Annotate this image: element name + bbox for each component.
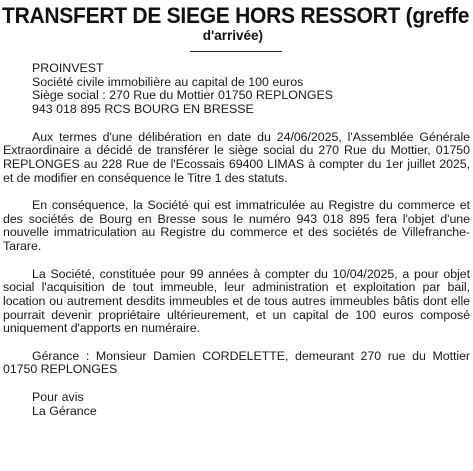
notice-title: TRANSFERT DE SIEGE HORS RESSORT (greffe <box>2 3 470 28</box>
company-identity <box>3 62 470 117</box>
title-divider <box>190 51 282 52</box>
paragraph-registration: En conséquence, la Société qui est immatriculée au Registre du commerce et des sociétés de Bourg en Bresse sous le numéro 943 018 895 fera l'objet d'une nouvelle immatriculation au Registre du commerce et des sociétés de Villefranche-Tarare. <box>3 198 470 254</box>
company-rcs: 943 018 895 RCS BOURG EN BRESSE <box>32 102 254 117</box>
notice-subtitle: d'arrivée) <box>202 28 263 43</box>
company-seat: Siège social : 270 Rue du Mottier 01750 REPLONGES <box>32 88 333 103</box>
paragraph-company-purpose: La Société, constituée pour 99 années à compter du 10/04/2025, a pour objet social l'acquisition de tout immeuble, leur administration et exploitation par bail, location ou autrement desdits immeubles et de tous autres immeubles bâtis dont elle pourrait devenir propriétaire ultérieurement, et un capital de 100 euros composé uniquement d'apports en numéraire. <box>3 266 470 336</box>
closing-line-gerance: La Gérance <box>32 403 97 418</box>
closing-line-pour-avis: Pour avis <box>32 389 84 404</box>
closing-signature <box>3 391 470 418</box>
paragraph-management: Gérance : Monsieur Damien CORDELETTE, demeurant 270 rue du Mottier 01750 REPLONGES <box>3 348 470 377</box>
company-name: PROINVEST <box>32 61 104 75</box>
company-form: Société civile immobilière au capital de 100 euros <box>32 74 304 89</box>
paragraph-transfer-decision: Aux termes d'une délibération en date du 24/06/2025, l'Assemblée Générale Extraordinaire a décidé de transférer le siège social du 270 Rue du Mottier, 01750 REPLONGES au 228 Rue de l'Ecossais 69400 LIMAS à compter du 1er juillet 2025, et de modifier en conséquence le Titre 1 des statuts. <box>3 129 470 185</box>
notice-body <box>3 62 470 418</box>
